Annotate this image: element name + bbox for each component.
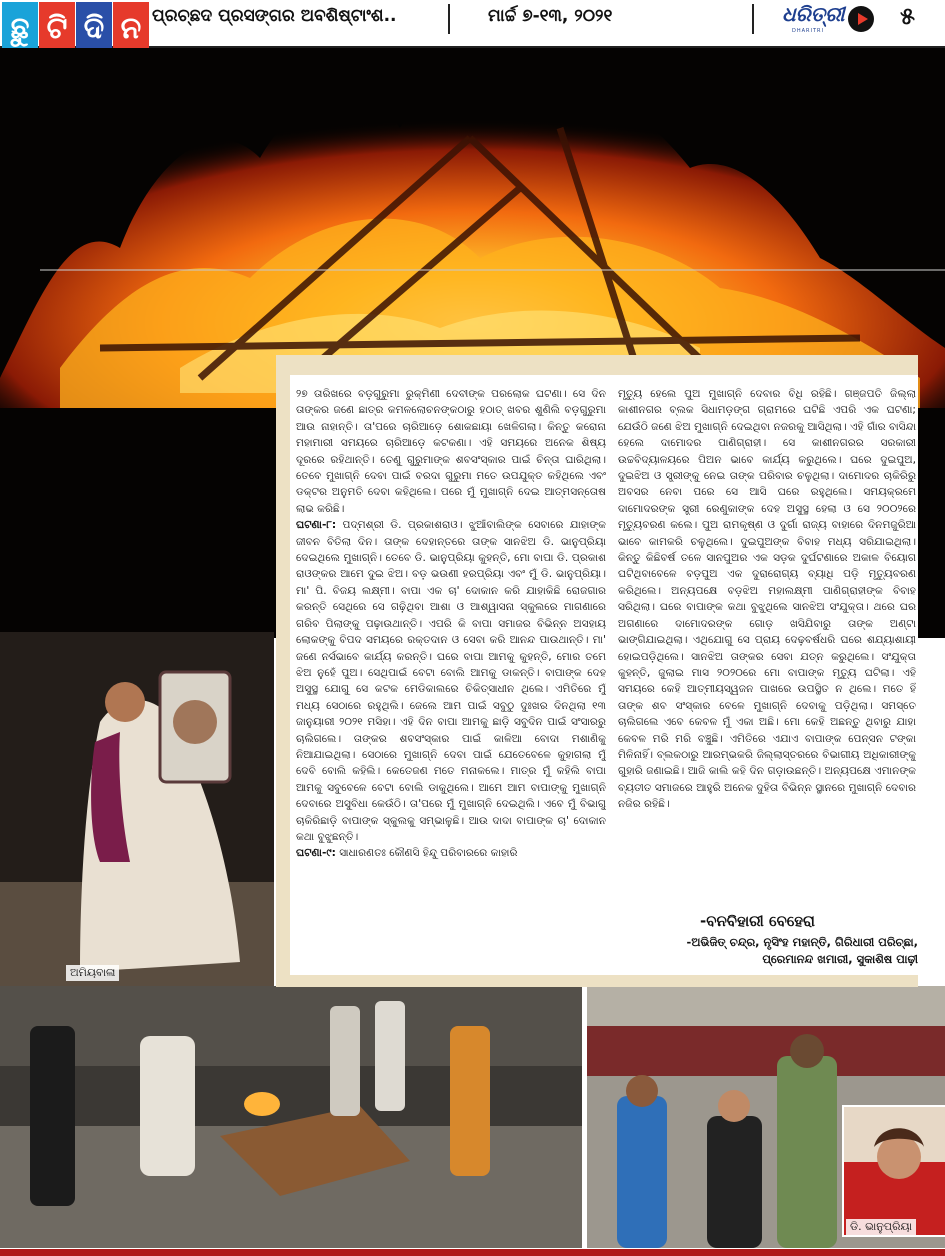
photo-caption: ଅମିୟବାଳା bbox=[66, 965, 119, 981]
article-paragraph: ୨୭ ତାରିଖରେ ବଡ଼ଗୁରୁମା ରୁକ୍ମିଣୀ ଦେବୀଙ୍କ ପରଲୋକ ଘଟଣା। ସେ ଦିନ ତାଙ୍କର ଜଣେ ଛାତ୍ର କମଳଲୋଚନଙ୍କଠାରୁ ହଠାତ୍ ଖବର ଶୁଣିଲି ବଡ଼ଗୁରୁମା ଆଉ ନାହାନ୍ତି। ତା'ପରେ ଚାରିଆଡ଼େ ଶୋକଛାୟା ଖେଳିଗଲା। କିନ୍ତୁ କରୋନା ମହାମାରୀ ସମୟରେ ଚାରିଆଡ଼େ କଟକଣା। ଏହି ସମୟରେ ଅନେକ ଶିଷ୍ୟ ଦୂରରେ ରହିଥାନ୍ତି। ତେଣୁ ଗୁରୁମାଙ୍କ ଶବସଂସ୍କାର ପାଇଁ ଚିନ୍ତା ଘାରିଥିଲା। ତେବେ ମୁଖାଗ୍ନି ଦେବା ପାଇଁ ବରଦା ଗୁରୁମା ମତେ ଉପଯୁକ୍ତ କହିଥିଲେ ଏବଂ ଡକ୍ଟର ଅନୁମତି ଦେବା କହିଥିଲେ। ପରେ ମୁଁ ମୁଖାଗ୍ନି ଦେଇ ଆତ୍ମସନ୍ତୋଷ ଲାଭ କରିଛି। bbox=[296, 388, 606, 515]
photo-caption: ଡି. ଭାନୁପ୍ରିୟା bbox=[846, 1219, 916, 1235]
credits-line: -ଅଭିଜିତ୍ ଚନ୍ଦ୍ର, ନୃସିଂହ ମହାନ୍ତି, ଗିରିଧାରୀ ପରିଚ୍ଛା, bbox=[686, 935, 918, 949]
logo-letter-4: ନ bbox=[113, 2, 149, 64]
logo-letter-2: ଟି bbox=[39, 2, 75, 64]
photo-credits bbox=[668, 934, 918, 968]
brand-subtitle: DHARITRI bbox=[792, 28, 824, 34]
page-header bbox=[0, 0, 945, 48]
article-paragraph: ଘଟଣା-୮: ପଦ୍ମଶ୍ରୀ ଡି. ପ୍ରକାଶରାଓ। ଝୁଆଁବାଲିଙ୍କ ସେବାରେ ଯାହାଙ୍କ ଜୀବନ ବିତିଲା ଦିନ। ତାଙ୍କ ଦେହାନ୍ତରେ ତାଙ୍କ ସାନଝିଅ ଡି. ଭାନୁପ୍ରିୟା ଦେଇଥିଲେ ମୁଖାଗ୍ନି। ତେବେ ଡି. ଭାନୁପ୍ରିୟା କୁହନ୍ତି, ମୋ ବାପା ଡି. ପ୍ରକାଶ ରାଓଙ୍କର ଆମେ ଦୁଇ ଝିଅ। ବଡ଼ ଭଉଣୀ ହରପ୍ରିୟା ଏବଂ ମୁଁ ଡି. ଭାନୁପ୍ରିୟା। ମା' ପି. ବିଜୟ ଲକ୍ଷ୍ମୀ। ବାପା ଏକ ଚା' ଦୋକାନ କରି ଯାହାକିଛି ରୋଜଗାର କରନ୍ତି ସେଥିରେ ସେ ଗଢ଼ିଥିବା ଆଶା ଓ ଆଶ୍ୱାସନା ସ୍କୁଲରେ ମାଗଣାରେ ଗରିବ ପିଲାଙ୍କୁ ପଢ଼ାଉଥାନ୍ତି। ଏପରି କି ବାପା ସମାଜର ବିଭିନ୍ନ ଅସହାୟ ଲୋକଙ୍କୁ ବିପଦ ସମୟରେ ରକ୍ତଦାନ ଓ ସେବା କରି ଆନନ୍ଦ ପାଉଥାନ୍ତି। ମା' ଜଣେ ନର୍ସଭାବେ କାର୍ଯ୍ୟ କରନ୍ତି। ଘରେ ବାପା ଆମକୁ କୁହନ୍ତି, ମୋର ତମେ ଝିଅ ନୁହେଁ ପୁଅ। ସେଥିପାଇଁ ବେଟା ବୋଲି ଆମକୁ ଡାକନ୍ତି। ବାପାଙ୍କ ଦେହ ଅସୁସ୍ଥ ଯୋଗୁ ସେ କଟକ ମେଡିକାଲରେ ଚିକିତ୍ସାଧୀନ ଥିଲେ। ଏମିତିରେ ମୁଁ ମଧ୍ୟ ସେଠାରେ ରହୁଥିଲି। ଜେଲେ ଆମ ପାଇଁ ସବୁଠୁ ଦୁଃଖର ଦିନଥିଲା ୧୩ ଜାନୁୟାରୀ ୨୦୨୧ ମସିହା। ଏହି ଦିନ ବାପା ଆମକୁ ଛାଡ଼ି ସବୁଦିନ ପାଇଁ ସଂସାରରୁ ଚାଲିଗଲେ। ତାଙ୍କର ଶବସଂସ୍କାର ପାଇଁ କାଳିଆ ବୋଦା ମଶାଣିକୁ ନିଆଯାଇଥିଲା। ସେଠାରେ ମୁଖାଗ୍ନି ଦେବା ପାଇଁ ଯେତେବେଳେ କୁହାଗଲା ମୁଁ ଦେବି ବୋଲି କହିଲି। କେତେଜଣ ମତେ ମନାକଲେ। ମାତ୍ର ମୁଁ କହିଲି ବାପା ଆମକୁ ସବୁବେଳେ ବେଟା ବୋଲି ଡାକୁଥିଲେ। ଆମେ ଆମ ବାପାଙ୍କୁ ମୁଖାଗ୍ନି ଦେବାରେ ଅସୁବିଧା କେଉଁଠି। ତା'ପରେ ମୁଁ ମୁଖାଗ୍ନି ଦେଇଥିଲି। ଏବେ ମୁଁ ବିଭାଗୁ ଚାକିରିଛାଡ଼ି ବାପାଙ୍କ ସ୍କୁଲକୁ ସମ୍ଭାଳୁଛି। ଆଉ ଦାଦା ବାପାଙ୍କ ଚା' ଦୋକାନ କଥା ବୁଝୁଛନ୍ତି। bbox=[296, 519, 606, 843]
incident-heading: ଘଟଣା-୮: bbox=[296, 519, 337, 532]
author-byline: -ବନବିହାରୀ ବେହେରା bbox=[700, 912, 815, 930]
bottom-rule bbox=[0, 1249, 945, 1256]
article-paragraph: ଘଟଣା-୯: ସାଧାରଣତଃ କୌଣସି ହିନ୍ଦୁ ପରିବାରରେ କାହାରି bbox=[296, 847, 518, 860]
inset-portrait-photo bbox=[842, 1105, 945, 1237]
article-column-1 bbox=[296, 386, 606, 966]
header-divider bbox=[448, 4, 450, 34]
incident-heading: ଘଟଣା-୯: bbox=[296, 847, 336, 860]
logo-letter-1: ଛୁ bbox=[2, 2, 38, 64]
article-column-2 bbox=[618, 386, 916, 906]
page-number: ୫ bbox=[900, 2, 915, 30]
brand-logo: ଧରିତ୍ରୀ bbox=[782, 2, 845, 26]
credits-line: ପ୍ରେମାନନ୍ଦ ଖମାରୀ, ସୁକାଶିଷ ପାଢ଼ୀ bbox=[762, 952, 918, 966]
cremation-ground-photo bbox=[0, 986, 582, 1248]
header-divider bbox=[752, 4, 754, 34]
woman-with-portrait-photo bbox=[0, 632, 274, 986]
section-title: ପ୍ରଚ୍ଛଦ ପ୍ରସଙ୍ଗର ଅବଶିଷ୍ଟାଂଶ.. bbox=[152, 6, 397, 26]
issue-date: ମାର୍ଚ୍ଚ ୭-୧୩, ୨୦୨୧ bbox=[488, 6, 613, 26]
logo-letter-3: ଦି bbox=[76, 2, 112, 64]
article-paragraph: ମୃତ୍ୟୁ ହେଲେ ପୁଅ ମୁଖାଗ୍ନି ଦେବାର ବିଧି ରହିଛି। ଗଞ୍ଜପତି ଜିଲ୍ଲା କାଶୀନଗର ବ୍ଲକ ସିଧାମଡ଼ଙ୍ଗ ଗ୍ରାମରେ ଘଟିଛି ଏପରି ଏକ ଘଟଣା; ଯେଉଁଠି ଜଣେ ଝିଅ ମୁଖାଗ୍ନି ଦେଇଥିବା ନଜରକୁ ଆସିଥିଲା। ଏହି ଗାଁର ବାସିନ୍ଦା ହେଲେ ଦାମୋଦର ପାଣିଗ୍ରାହୀ। ସେ କାଶୀନଗରର ସରକାରୀ ଉଚ୍ଚବିଦ୍ୟାଳୟରେ ପିଅନ ଭାବେ କାର୍ଯ୍ୟ କରୁଥିଲେ। ଘରେ ଦୁଇପୁଅ, ଦୁଇଝିଅ ଓ ସ୍ତ୍ରୀଙ୍କୁ ନେଇ ତାଙ୍କ ପରିବାର ଚଳୁଥିଲା। ଦାମୋଦର ଚାକିରିରୁ ଅବସର ନେବା ପରେ ସେ ଆସି ଘରେ ରହୁଥିଲେ। ସମୟକ୍ରମେ ଦାମୋଦରଙ୍କ ସ୍ତ୍ରୀ ରେଣୁକାଙ୍କ ଦେହ ଅସୁସ୍ଥ ହେଲା ଓ ସେ ୨୦୦୨ରେ ମୃତ୍ୟୁବରଣ କଲେ। ପୁଅ ରାମକୃଷ୍ଣ ଓ ଦୁର୍ଗା ରାଜ୍ୟ ବାହାରେ ଦିନମଜୁରିଆ ଭାବେ କାମକରି ଚଳୁଥିଲେ। ଦୁଇପୁଅଙ୍କ ବିବାହ ମଧ୍ୟ ସରିଯାଇଥିଲା। କିନ୍ତୁ କିଛିବର୍ଷ ତଳେ ସାନପୁଅର ଏକ ସଡ଼କ ଦୁର୍ଘଟଣାରେ ଅକାଳ ବିୟୋଗ ଘଟିଥିବାବେଳେ ବଡ଼ପୁଅ ଏକ ଦୁରାରୋଗ୍ୟ ବ୍ୟାଧି ପଡ଼ି ମୃତ୍ୟୁବରଣ କରିଥିଲେ। ଅନ୍ୟପକ୍ଷେ ବଡ଼ଝିଅ ମହାଲକ୍ଷ୍ମୀ ପାଣିଗ୍ରାହୀଙ୍କ ବିବାହ ସରିଥିଲା। ଘରେ ବାପାଙ୍କ କଥା ବୁଝୁଥିଲେ ସାନଝିଅ ସଂଯୁକ୍ତା। ଥରେ ଘର ଅଗଣାରେ ଦାମୋଦରଙ୍କ ଗୋଡ଼ ଖସିଯିବାରୁ ତାଙ୍କ ଅଣ୍ଟା ଭାଙ୍ଗିଯାଇଥିଲା। ଏଥିଯୋଗୁ ସେ ପ୍ରାୟ ଦେଢ଼ବର୍ଷଧରି ଘରେ ଶଯ୍ୟାଶାୟୀ ହୋଇପଡ଼ିଥିଲେ। ସାନଝିଅ ତାଙ୍କର ସେବା ଯତ୍ନ କରୁଥିଲେ। ସଂଯୁକ୍ତା କୁହନ୍ତି, ଜୁଲାଇ ମାସ ୨୦୨୦ରେ ମୋ ବାପାଙ୍କ ମୃତ୍ୟୁ ଘଟିଲା। ଏହି ସମୟରେ କେହି ଆତ୍ମୀୟସ୍ୱଜନ ପାଖରେ ଉପସ୍ଥିତ ନ ଥିଲେ। ମତେ ହିଁ ତାଙ୍କ ଶବ ସଂସ୍କାର ବେଳେ ମୁଖାଗ୍ନି ଦେବାକୁ ପଡ଼ିଥିଲା। ସମସ୍ତେ ଚାଲିଗଲେ ଏବେ କେବଳ ମୁଁ ଏକା ଅଛି। ମୋ କେହି ଅଛନ୍ତୁ ଥିବାରୁ ଯାହା କେବଳ ମରି ମରି ବଞ୍ଚୁଛି। ଏମିତିରେ ଏଯାଏ ବାପାଙ୍କ ପେନ୍‌ସନ ଟଙ୍କା ମିଳିନାହିଁ। ବ୍ଲକଠାରୁ ଆରମ୍ଭକରି ଜିଲ୍ଲାସ୍ତରରେ ବିଭାଗୀୟ ଅଧିକାରୀଙ୍କୁ ଗୁହାରି ଜଣାଇଛି। ଆଜି କାଲି କହି ଦିନ ଗଡ଼ାଉଛନ୍ତି। ଅନ୍ୟପକ୍ଷେ ଏମାନଙ୍କ ବ୍ୟତୀତ ସମାଜରେ ଆହୁରି ଅନେକ ଦୁହିତା ବିଭିନ୍ନ ସ୍ଥାନରେ ମୁଖାଗ୍ନି ଦେବାର ନଜିର ରହିଛି। bbox=[618, 388, 916, 811]
play-icon[interactable] bbox=[848, 6, 874, 32]
